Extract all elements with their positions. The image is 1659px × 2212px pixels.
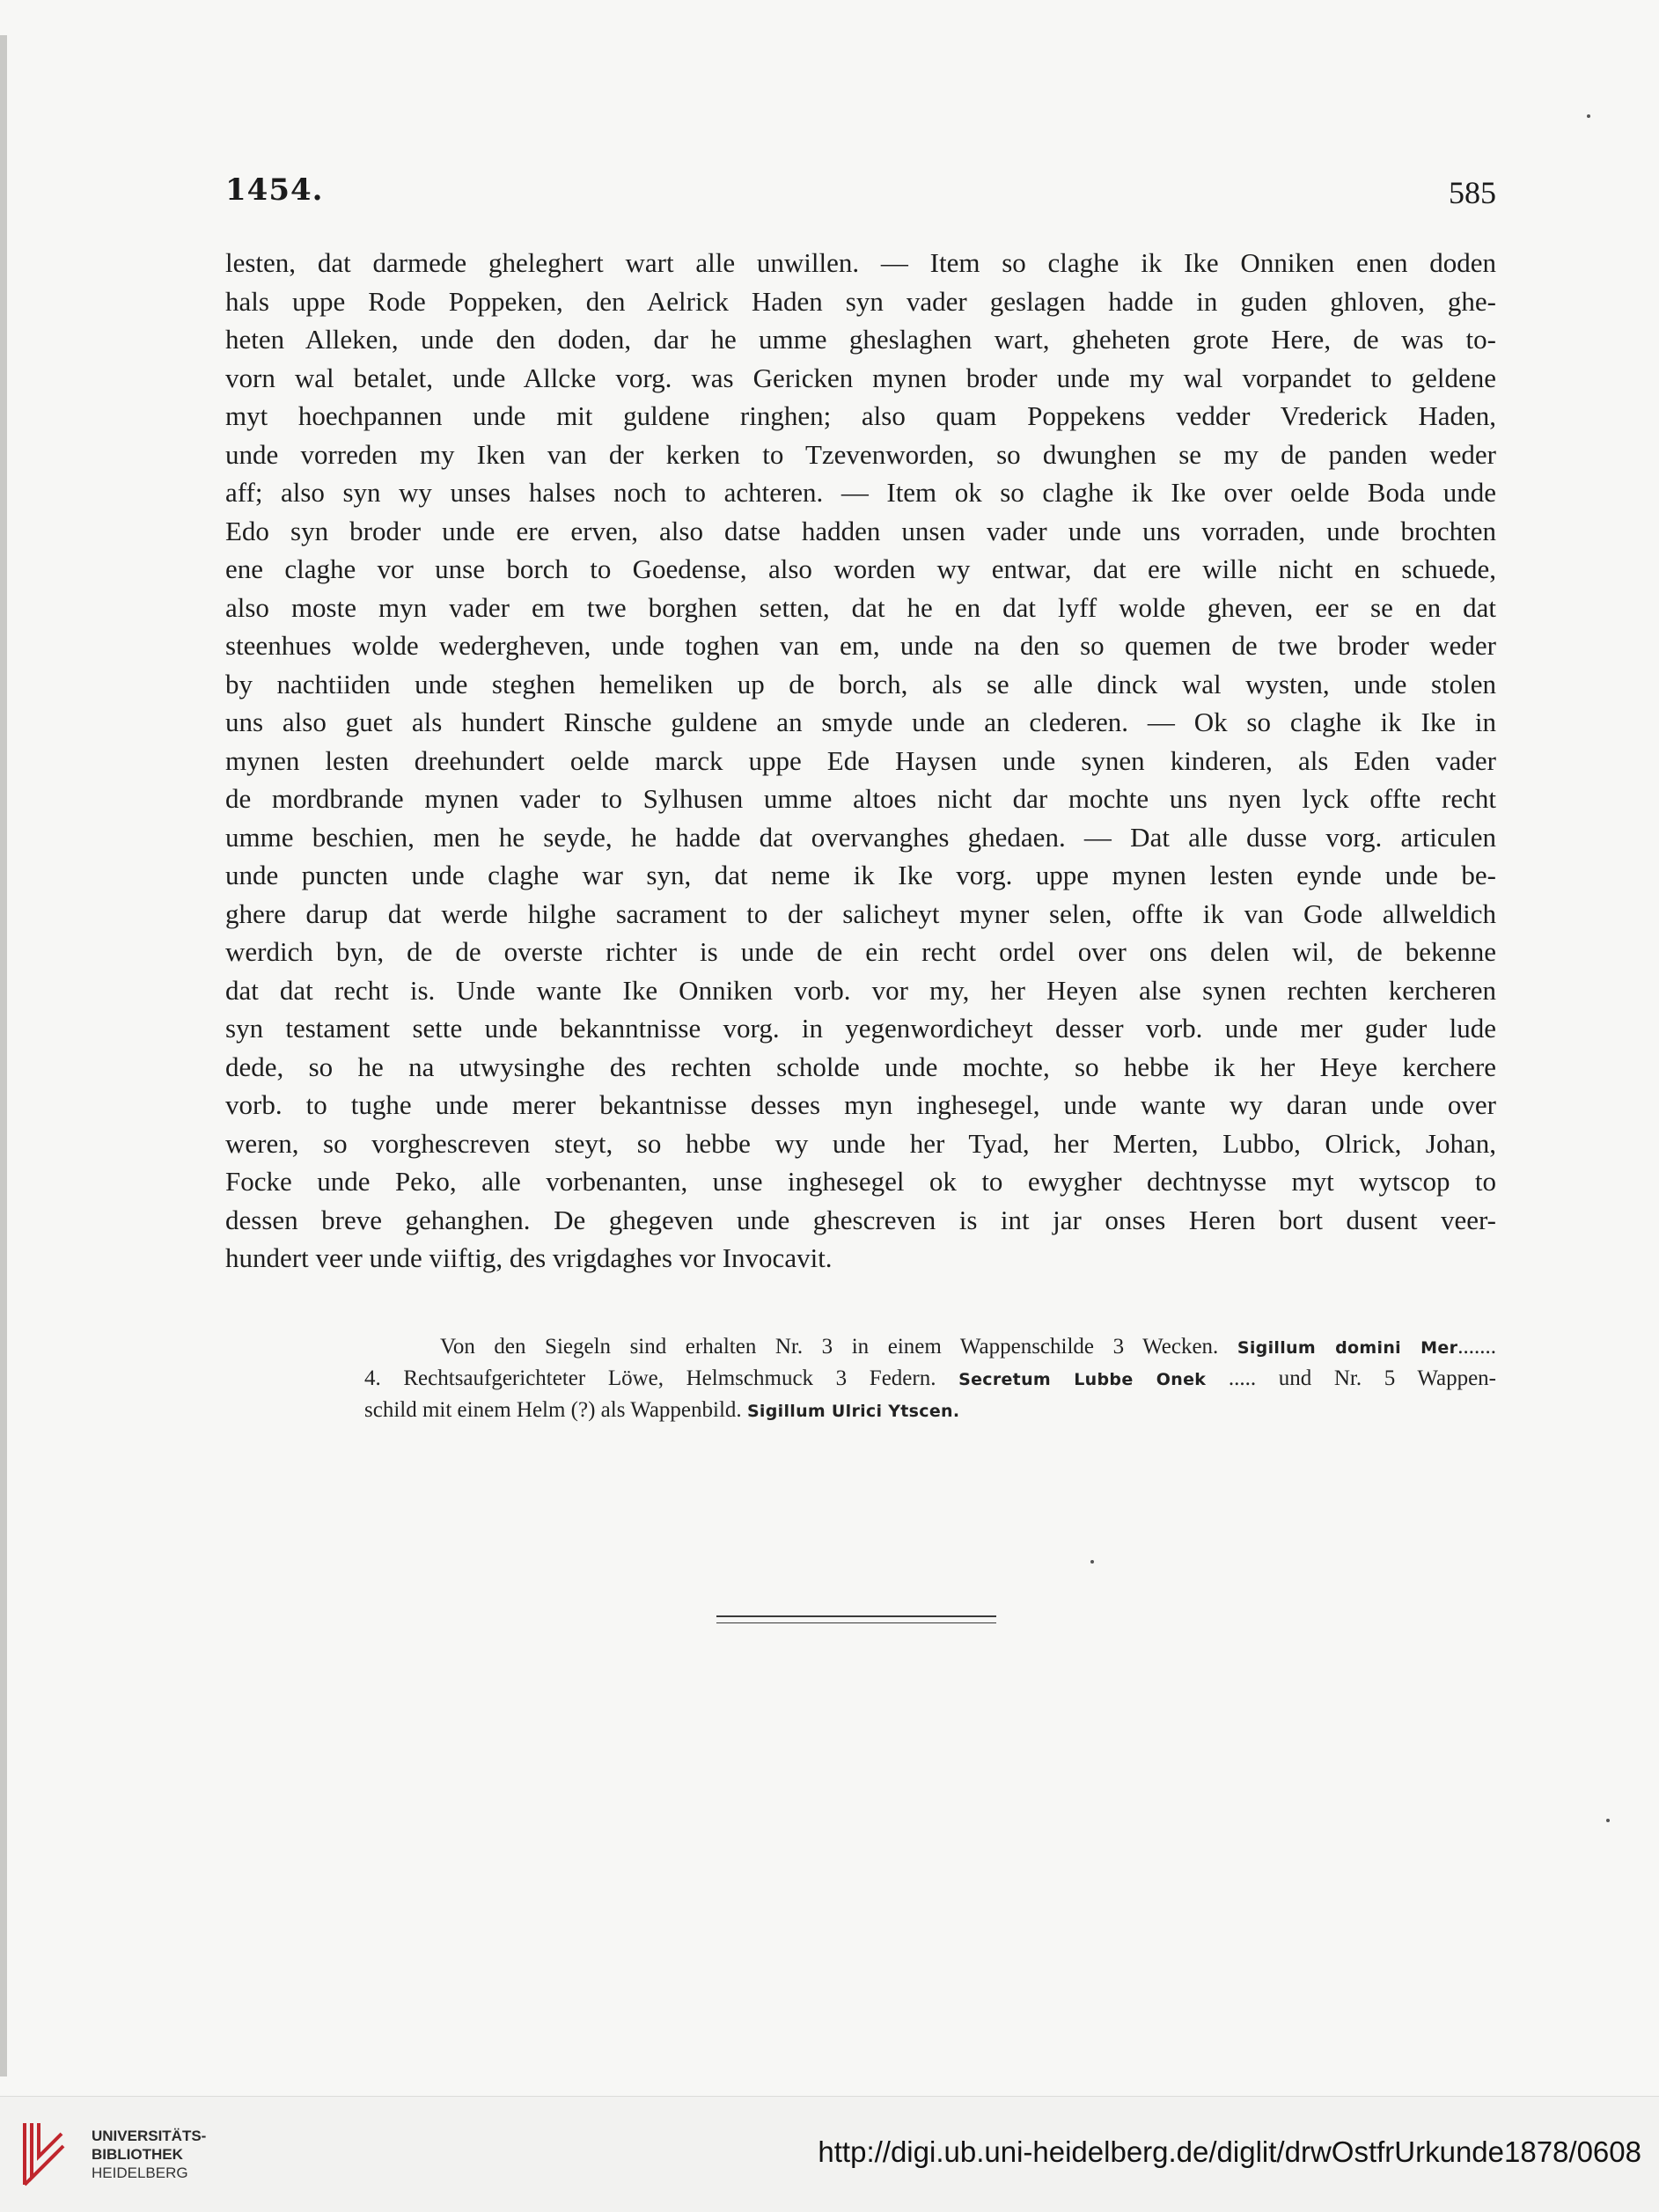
text-line: heten Alleken, unde den doden, dar he umme gheslaghen wart, gheheten grote Here, de was to- (225, 324, 1496, 355)
text-line: hundert veer unde viiftig, des vrigdaghes vor Invocavit. (225, 1242, 833, 1273)
note-line (225, 1331, 1496, 1363)
library-logo-icon (19, 2116, 69, 2190)
seal-inscription: Sigillum Ulrici Ytscen. (746, 1402, 960, 1421)
text-line: de mordbrande mynen vader to Sylhusen umme altoes nicht dar mochte uns nyen lyck offte recht (225, 783, 1496, 814)
library-name-line: HEIDELBERG (92, 2164, 188, 2181)
note-text: schild mit einem Helm (?) als Wappenbild. (364, 1398, 742, 1422)
seal-inscription: Sigillum domini Mer (1237, 1338, 1458, 1358)
text-line: vorb. to tughe unde merer bekantnisse desses myn inghesegel, unde wante wy daran unde over (225, 1089, 1496, 1120)
ellipsis-dots: ....... (1457, 1335, 1496, 1359)
text-line: uns also guet als hundert Rinsche guldene an smyde unde an clederen. — Ok so claghe ik Ike in (225, 707, 1496, 737)
end-rule-thin (716, 1622, 996, 1623)
end-rule (716, 1615, 996, 1617)
text-line: lesten, dat darmede gheleghert wart alle unwillen. — Item so claghe ik Ike Onniken enen doden (225, 247, 1496, 278)
ellipsis-dots: ..... (1228, 1366, 1257, 1390)
text-line: vorn wal betalet, unde Allcke vorg. was Gericken mynen broder unde my wal vorpandet to geldene (225, 362, 1496, 393)
text-line: steenhues wolde wedergheven, unde toghen van em, unde na den so quemen de twe broder weder (225, 630, 1496, 661)
text-line: dat dat recht is. Unde wante Ike Onniken vorb. vor my, her Heyen alse synen rechten kercheren (225, 974, 1496, 1006)
text-line: unde puncten unde claghe war syn, dat neme ik Ike vorg. uppe mynen lesten eynde unde be- (225, 860, 1496, 890)
permalink-url[interactable]: http://digi.ub.uni-heidelberg.de/diglit/drwOstfrUrkunde1878/0608 (818, 2135, 1641, 2168)
text-line: myt hoechpannen unde mit guldene ringhen; also quam Poppekens vedder Vrederick Haden, (225, 400, 1496, 431)
text-line: hals uppe Rode Poppeken, den Aelrick Haden syn vader geslagen hadde in guden ghloven, ghe- (225, 285, 1496, 317)
text-line: Focke unde Peko, alle vorbenanten, unse inghesegel ok to ewygher dechtnysse myt wytscop to (225, 1166, 1496, 1197)
text-line: dede, so he na utwysinghe des rechten scholde unde mochte, so hebbe ik her Heye kerchere (225, 1051, 1496, 1082)
text-line: also moste myn vader em twe borghen setten, dat he en dat lyff wolde gheven, eer se en dat (225, 591, 1496, 623)
library-name-line: BIBLIOTHEK (92, 2146, 183, 2163)
text-line: ghere darup dat werde hilghe sacrament to der salicheyt myner selen, offte ik van Gode allweldich (225, 897, 1496, 929)
text-line: weren, so vorghescreven steyt, so hebbe wy unde her Tyad, her Merten, Lubbo, Olrick, Johan, (225, 1127, 1496, 1159)
page-header (225, 172, 1496, 216)
note-line (225, 1363, 1496, 1395)
page-number: 585 (1449, 175, 1496, 210)
note-line (225, 1395, 1496, 1426)
text-line: dessen breve gehanghen. De ghegeven unde ghescreven is int jar onses Heren bort dusent veer- (225, 1204, 1496, 1235)
text-line: syn testament sette unde bekanntnisse vorg. in yegenwordicheyt desser vorb. unde mer guder lude (225, 1013, 1496, 1044)
note-text: 4. Rechtsaufgerichteter Löwe, Helmschmuck 3 Federn. (364, 1366, 936, 1390)
text-line: werdich byn, de de overste richter is unde de ein recht ordel over ons delen wil, de bekenne (225, 936, 1496, 967)
scan-speck (1587, 114, 1590, 118)
text-line: unde vorreden my Iken van der kerken to Tzevenworden, so dwunghen se my de panden weder (225, 438, 1496, 470)
text-line: aff; also syn wy unses halses noch to achteren. — Item ok so claghe ik Ike over oelde Boda unde (225, 477, 1496, 508)
note-text: und Nr. 5 Wappen- (1278, 1366, 1496, 1390)
text-line: umme beschien, men he seyde, he hadde dat overvanghes ghedaen. — Dat alle dusse vorg. articulen (225, 821, 1496, 853)
viewer-footer (0, 2096, 1659, 2212)
seal-inscription: Secretum Lubbe Onek (958, 1370, 1207, 1389)
seal-notes (225, 1331, 1496, 1426)
text-line: mynen lesten dreehundert oelde marck uppe Ede Haysen unde synen kinderen, als Eden vader (225, 744, 1496, 776)
text-line: Edo syn broder unde ere erven, also datse hadden unsen vader unde uns vorraden, unde brochten (225, 515, 1496, 546)
text-line: ene claghe vor unse borch to Goedense, also worden wy entwar, dat ere wille nicht en schuede, (225, 553, 1496, 584)
scan-speck (1090, 1560, 1094, 1564)
library-name-line: UNIVERSITÄTS- (92, 2128, 207, 2144)
note-text: Von den Siegeln sind erhalten Nr. 3 in einem Wappenschilde 3 Wecken. (440, 1335, 1219, 1359)
document-body (225, 244, 1496, 1278)
page-year: 1454. (225, 172, 324, 208)
text-line: by nachtiiden unde steghen hemeliken up de borch, als se alle dinck wal wysten, unde stolen (225, 668, 1496, 699)
library-logo-text (92, 2127, 206, 2182)
scan-speck (1606, 1819, 1610, 1822)
page-edge-shadow (0, 35, 7, 2076)
